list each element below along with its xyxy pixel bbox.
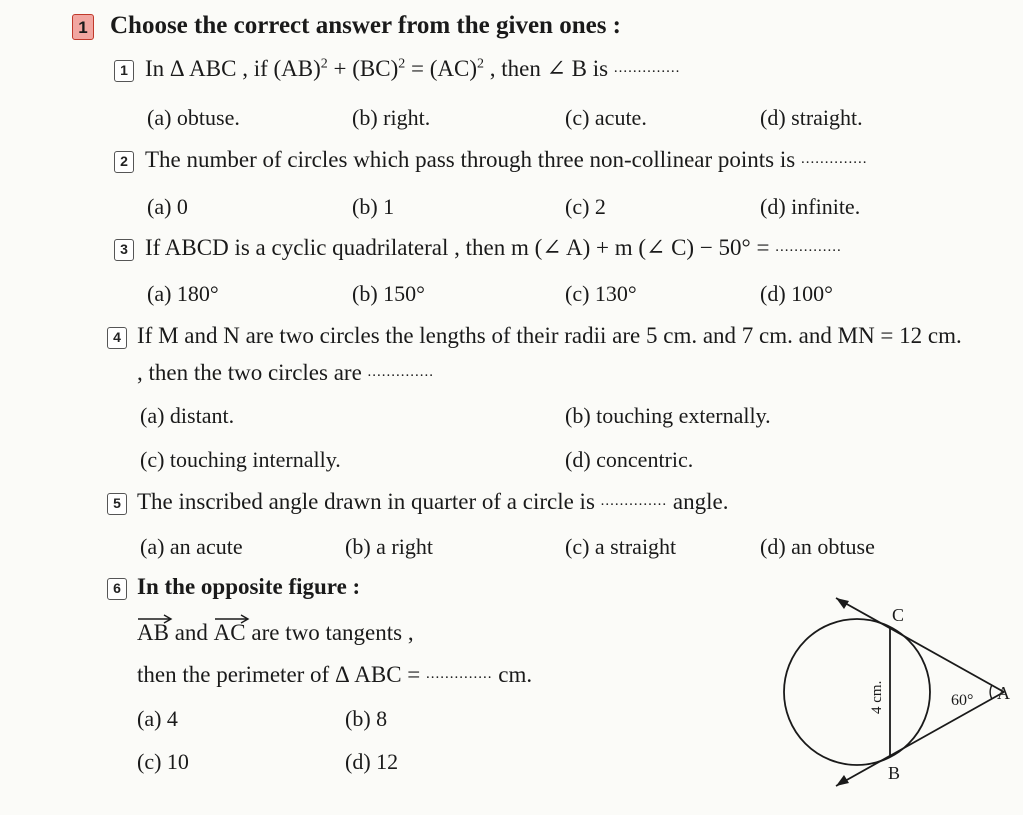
tangent-ab-line xyxy=(836,598,1004,692)
tangent-arrowhead-bottom-icon xyxy=(836,775,849,786)
vector-arrow-icon xyxy=(214,614,250,624)
question-6-text-line3: then the perimeter of Δ ABC = .............. cm. xyxy=(137,662,533,687)
question-1-option-d[interactable]: (d) straight. xyxy=(760,105,863,130)
label-c: C xyxy=(892,605,905,625)
label-a: A xyxy=(997,683,1010,703)
question-4-option-a[interactable]: (a) distant. xyxy=(140,403,235,428)
question-1-text: In Δ ABC , if (AB)$^2$ + (BC)$^2$ = (AC)$^2$ , then ∠ B is .............. xyxy=(145,56,681,81)
vector-ac: AC xyxy=(214,620,246,646)
question-2-option-d[interactable]: (d) infinite. xyxy=(760,194,861,219)
vector-arrow-icon xyxy=(137,614,173,624)
question-3-option-c[interactable]: (c) 130° xyxy=(565,281,637,306)
question-3-option-b[interactable]: (b) 150° xyxy=(352,281,425,306)
tangent-figure xyxy=(780,590,1020,800)
question-5-option-a[interactable]: (a) an acute xyxy=(140,534,243,559)
question-2-text: The number of circles which pass through three non-collinear points is .............. xyxy=(145,147,868,172)
question-6-number: 6 xyxy=(107,578,127,600)
question-5-text: The inscribed angle drawn in quarter of a circle is .............. angle. xyxy=(137,489,729,514)
angle-arc xyxy=(990,685,992,699)
tangent-arrowhead-top-icon xyxy=(836,598,849,609)
question-6-option-a[interactable]: (a) 4 xyxy=(137,706,178,731)
question-3-number: 3 xyxy=(114,239,134,261)
tangent-ac-line xyxy=(836,692,1004,786)
figure-circle xyxy=(784,619,930,765)
question-1-option-c[interactable]: (c) acute. xyxy=(565,105,647,130)
question-6-text: AB and AC are two tangents , xyxy=(137,620,414,646)
question-4-number: 4 xyxy=(107,327,127,349)
exercise-number-badge: 1 xyxy=(72,14,94,40)
exercise-title: Choose the correct answer from the given ones : xyxy=(110,12,622,39)
length-label: 4 cm. xyxy=(869,680,885,714)
question-4-option-d[interactable]: (d) concentric. xyxy=(565,447,694,472)
question-6-option-c[interactable]: (c) 10 xyxy=(137,749,189,774)
question-6-option-d[interactable]: (d) 12 xyxy=(345,749,399,774)
question-2-option-b[interactable]: (b) 1 xyxy=(352,194,395,219)
question-4-option-c[interactable]: (c) touching internally. xyxy=(140,447,341,472)
question-2-number: 2 xyxy=(114,151,134,173)
question-2-option-a[interactable]: (a) 0 xyxy=(147,194,188,219)
question-1-number: 1 xyxy=(114,60,134,82)
question-1-option-b[interactable]: (b) right. xyxy=(352,105,431,130)
angle-label: 60° xyxy=(951,692,974,709)
question-6-option-b[interactable]: (b) 8 xyxy=(345,706,388,731)
question-5-option-d[interactable]: (d) an obtuse xyxy=(760,534,875,559)
vector-ab: AB xyxy=(137,620,169,646)
label-b: B xyxy=(888,763,901,783)
question-5-number: 5 xyxy=(107,493,127,515)
question-6-title: In the opposite figure : xyxy=(137,574,361,599)
question-4-text: If M and N are two circles the lengths of their radii are 5 cm. and 7 cm. and MN = 12 cm. xyxy=(137,323,962,348)
question-5-option-c[interactable]: (c) a straight xyxy=(565,534,677,559)
question-4-text-line2: , then the two circles are .............. xyxy=(137,360,435,385)
question-3-text: If ABCD is a cyclic quadrilateral , then m (∠ A) + m (∠ C) − 50° = .............. xyxy=(145,235,842,260)
question-3-option-a[interactable]: (a) 180° xyxy=(147,281,219,306)
question-3-option-d[interactable]: (d) 100° xyxy=(760,281,833,306)
question-1-option-a[interactable]: (a) obtuse. xyxy=(147,105,240,130)
question-5-option-b[interactable]: (b) a right xyxy=(345,534,433,559)
question-4-option-b[interactable]: (b) touching externally. xyxy=(565,403,771,428)
question-2-option-c[interactable]: (c) 2 xyxy=(565,194,606,219)
